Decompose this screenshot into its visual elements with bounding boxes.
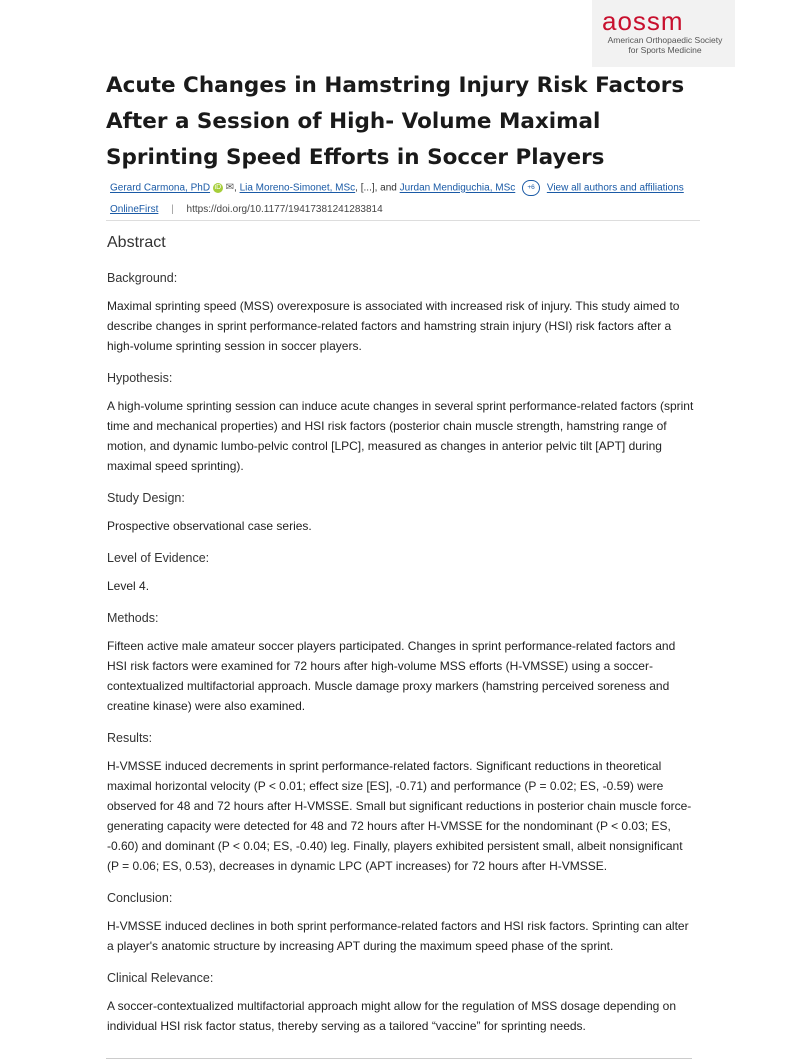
more-authors-badge[interactable]: +6 <box>522 180 540 196</box>
section-text-hypothesis: A high-volume sprinting session can induce acute changes in several sprint performance-related factors (sprint time and mechanical properties) and HSI risk factors (posterior chain muscle strength, hamstring range of motion, and dynamic lumbo-pelvic control [LPC], measured as changes in anterior pelvic tilt [APT] during maximal speed sprinting). <box>107 399 694 473</box>
author-link-1[interactable]: Gerard Carmona, PhD <box>110 182 211 194</box>
author-list: Gerard Carmona, PhD iD ✉, Lia Moreno-Simonet, MSc, [...], and Jurdan Mendiguchia, MSc +6 View all authors and affiliations <box>110 180 710 196</box>
section-heading-results: Results: <box>107 731 153 745</box>
author-link-2[interactable]: Lia Moreno-Simonet, MSc <box>239 182 356 194</box>
footer-divider <box>106 1058 692 1059</box>
mail-icon[interactable]: ✉ <box>225 182 234 193</box>
section-text-conclusion: H-VMSSE induced declines in both sprint performance-related factors and HSI risk factors. Sprinting can alter a player's anatomic structure by increasing APT during the maximum speed phase of the sprint. <box>107 919 689 953</box>
section-text-background: Maximal sprinting speed (MSS) overexposure is associated with increased risk of injury. This study aimed to describe changes in sprint performance-related factors and hamstring strain injury (HSI) risk factors after a high-volume sprinting session in soccer players. <box>107 299 680 353</box>
logo-subtitle: American Orthopaedic Society for Sports Medicine <box>607 35 723 55</box>
section-heading-clinical-relevance: Clinical Relevance: <box>107 971 214 985</box>
header-divider <box>106 220 700 221</box>
journal-logo[interactable] <box>592 0 735 67</box>
section-text-study-design: Prospective observational case series. <box>107 519 312 533</box>
orcid-icon[interactable]: iD <box>214 184 222 191</box>
section-heading-background: Background: <box>107 271 178 285</box>
view-all-authors-link[interactable]: View all authors and affiliations <box>546 182 684 194</box>
author-link-3[interactable]: Jurdan Mendiguchia, MSc <box>399 182 516 194</box>
section-heading-study-design: Study Design: <box>107 491 185 505</box>
section-heading-methods: Methods: <box>107 611 159 625</box>
article-title: Acute Changes in Hamstring Injury Risk Factors After a Session of High- Volume Maximal Sprinting Speed Efforts in Soccer Players <box>106 73 685 170</box>
section-heading-conclusion: Conclusion: <box>107 891 173 905</box>
section-text-clinical-relevance: A soccer-contextualized multifactorial approach might allow for the regulation of MSS dosage depending on individual HSI risk factor status, thereby serving as a tailored “vaccine” for sprinting needs. <box>107 999 676 1033</box>
meta-separator: | <box>171 204 174 215</box>
section-text-level-of-evidence: Level 4. <box>107 579 150 593</box>
author-ellipsis: , [...], and <box>355 182 400 194</box>
article-meta <box>110 203 383 217</box>
section-heading-hypothesis: Hypothesis: <box>107 371 173 385</box>
online-first-link[interactable]: OnlineFirst <box>110 204 159 215</box>
section-heading-level-of-evidence: Level of Evidence: <box>107 551 210 565</box>
abstract-body <box>107 269 697 1049</box>
abstract-heading: Abstract <box>107 234 166 251</box>
doi-text[interactable]: https://doi.org/10.1177/19417381241283814 <box>186 204 383 215</box>
section-text-results: H-VMSSE induced decrements in sprint performance-related factors. Significant reductions in theoretical maximal horizontal velocity (P < 0.01; effect size [ES], -0.71) and performance (P = 0.02; ES, -0.59) were observed for 48 and 72 hours after H-VMSSE. Small but significant reductions in posterior chain muscle force-generating capacity were detected for 48 and 72 hours after H-VMSSE for the nondominant (P < 0.03; ES, -0.60) and dominant (P < 0.04; ES, -0.40) leg. Finally, players exhibited persistent small, albeit nonsignificant (P = 0.06; ES, 0.53), decreases in dynamic LPC (APT increases) for 72 hours after H-VMSSE. <box>107 759 692 873</box>
section-text-methods: Fifteen active male amateur soccer players participated. Changes in sprint performance-related factors and HSI risk factors were examined for 72 hours after high-volume MSS efforts (H-VMSSE) using a soccer-contextualized multifactorial approach. Muscle damage proxy markers (hamstring perceived soreness and creatine kinase) were also examined. <box>107 639 676 713</box>
logo-mark: aossm <box>602 6 684 36</box>
